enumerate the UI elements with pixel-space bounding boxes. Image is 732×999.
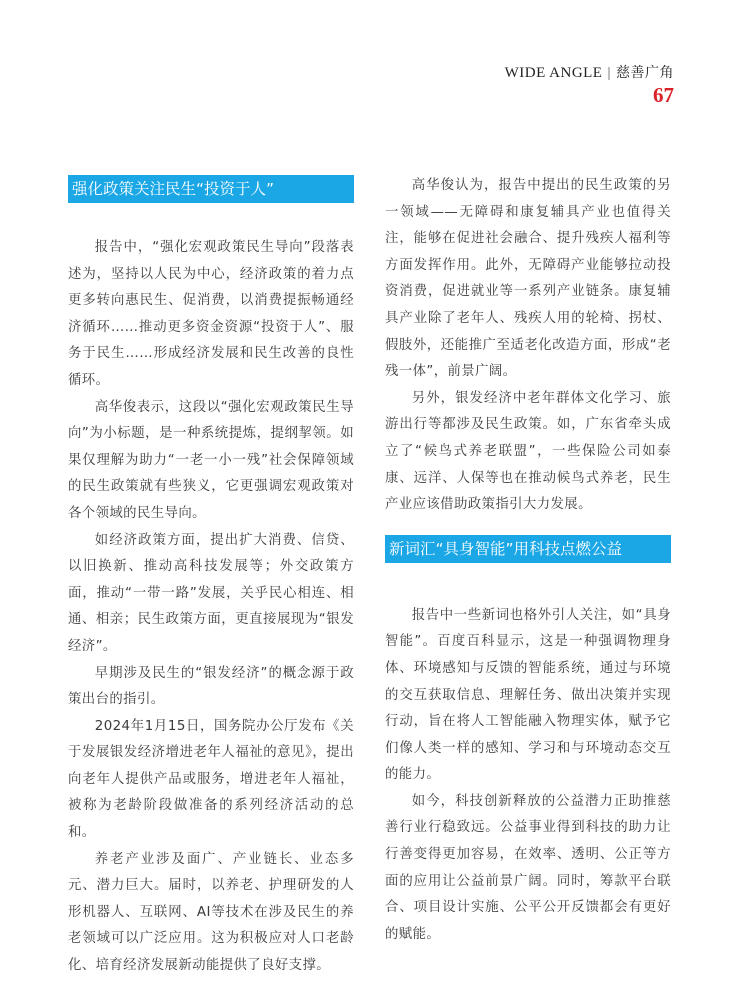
left-column: [68, 175, 354, 980]
article-paragraph: 如经济政策方面，提出扩大消费、信贷、以旧换新、推动高科技发展等；外交政策方面，推动“一带一路”发展，关乎民心相连、相通、相亲；民生政策方面，更直接展现为“银发经济”。: [68, 532, 354, 654]
section-label: [505, 62, 674, 82]
article-paragraph: 报告中一些新词也格外引人关注，如“具身智能”。百度百科显示，这是一种强调物理身体、环境感知与反馈的智能系统，通过与环境的交互获取信息、理解任务、做出决策并实现行动，旨在将人工智能融入物理实体，赋予它们像人类一样的感知、学习和与环境动态交互的能力。: [385, 607, 671, 783]
section-name-zh: 慈善广角: [616, 65, 674, 81]
header-separator: |: [607, 65, 611, 81]
article-paragraph: 早期涉及民生的“银发经济”的概念源于政策出台的指引。: [68, 665, 354, 708]
article-paragraph: 高华俊认为，报告中提出的民生政策的另一领域——无障碍和康复辅具产业也值得关注，能够在促进社会融合、提升残疾人福利等方面发挥作用。此外，无障碍产业能够拉动投资消费，促进就业等一系列产业链条。康复辅具产业除了老年人、残疾人用的轮椅、拐杖、假肢外，还能推广至适老化改造方面，形成“老残一体”，前景广阔。: [385, 178, 671, 380]
article-paragraph: 另外，银发经济中老年群体文化学习、旅游出行等都涉及民生政策。如，广东省牵头成立了“候鸟式养老联盟”，一些保险公司如泰康、远洋、人保等也在推动候鸟式养老，民生产业应该借助政策指引大力发展。: [385, 390, 671, 513]
article-paragraph: 2024年1月15日，国务院办公厅发布《关于发展银发经济增进老年人福祉的意见》，提出向老年人提供产品或服务，增进老年人福祉，被称为老龄阶段做准备的系列经济活动的总和。: [68, 718, 354, 841]
article-paragraph: 报告中，“强化宏观政策民生导向”段落表述为，坚持以人民为中心，经济政策的着力点更多转向惠民生、促消费，以消费提振畅通经济循环……推动更多资金资源“投资于人”、服务于民生……形成经济发展和民生改善的良性循环。: [68, 240, 354, 388]
page-number: 67: [653, 83, 674, 107]
section-name-en: WIDE ANGLE: [504, 65, 603, 81]
page-header: [505, 62, 674, 106]
article-paragraph: 高华俊表示，这段以“强化宏观政策民生导向”为小标题，是一种系统提炼，提纲挈领。如果仅理解为助力“一老一小一残”社会保障领域的民生政策就有些狭义，它更强调宏观政策对各个领域的民生导向。: [68, 399, 354, 521]
article-paragraph: 如今，科技创新释放的公益潜力正助推慈善行业行稳致远。公益事业得到科技的助力让行善变得更加容易，在效率、透明、公正等方面的应用让公益前景广阔。同时，筹款平台联合、项目设计实施、公平公开反馈都会有更好的赋能。: [385, 793, 671, 942]
right-column: [385, 175, 671, 948]
section-heading-embodied-ai: 新词汇“具身智能”用科技点燃公益: [385, 535, 671, 563]
article-paragraph: 养老产业涉及面广、产业链长、业态多元、潜力巨大。届时，以养老、护理研发的人形机器人、互联网、AI等技术在涉及民生的养老领域可以广泛应用。这为积极应对人口老龄化、培育经济发展新动能提供了良好支撑。: [68, 851, 354, 974]
section-heading-policy: 强化政策关注民生“投资于人”: [68, 175, 354, 203]
